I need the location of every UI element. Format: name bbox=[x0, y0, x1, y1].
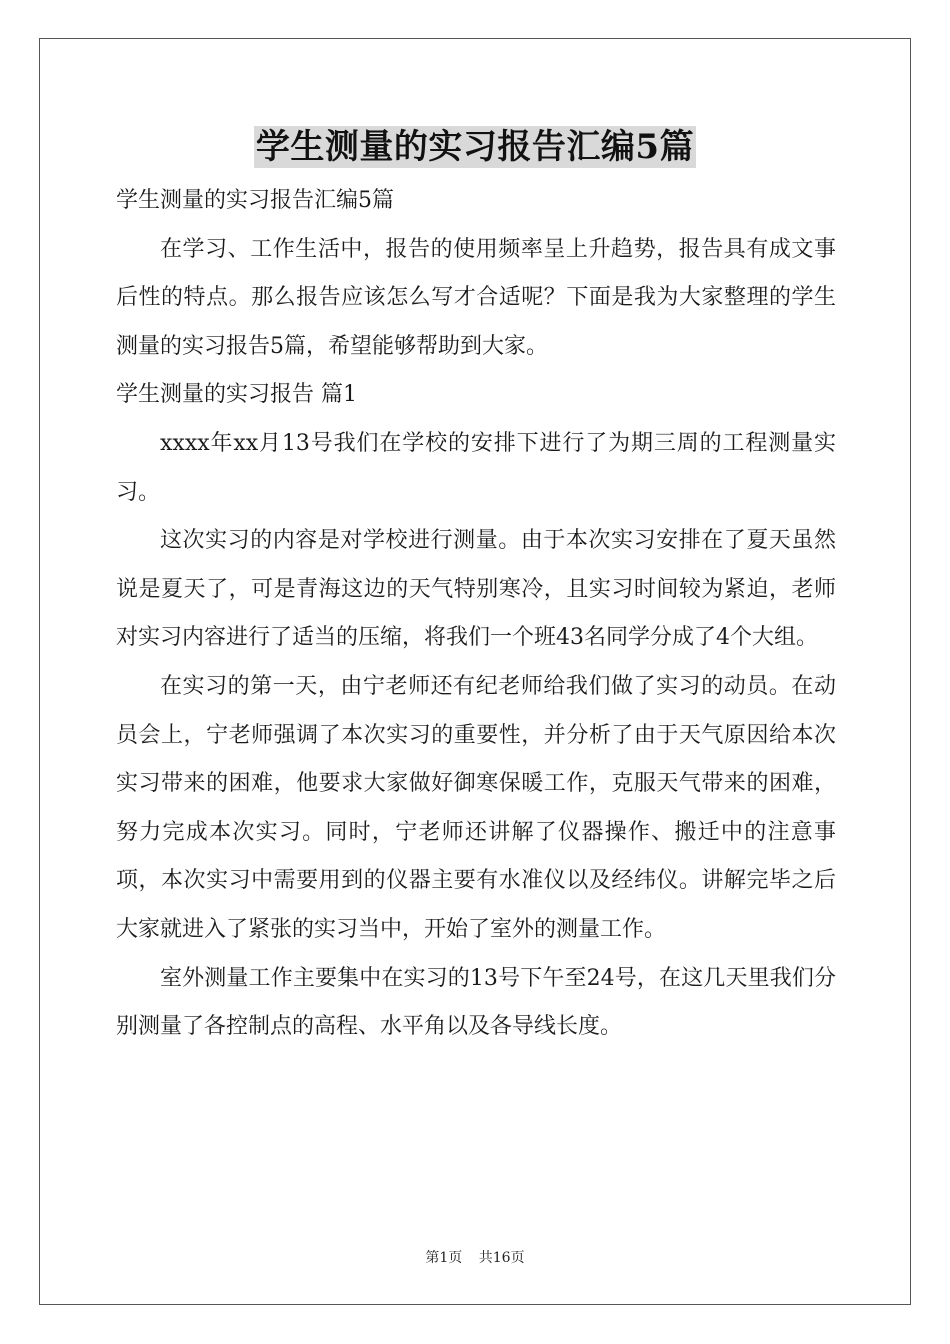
document-body bbox=[116, 177, 836, 1052]
document-subtitle: 学生测量的实习报告汇编5篇 bbox=[116, 188, 394, 213]
body-paragraph-2: 这次实习的内容是对学校进行测量。由于本次实习安排在了夏天虽然说是夏天了，可是青海这边的天气特别寒冷，且实习时间较为紧迫，老师对实习内容进行了适当的压缩，将我们一个班43名同学分成了4个大组。 bbox=[116, 528, 836, 651]
section-heading: 学生测量的实习报告 篇1 bbox=[116, 382, 357, 408]
intro-paragraph: 在学习、工作生活中，报告的使用频率呈上升趋势，报告具有成文事后性的特点。那么报告应该怎么写才合适呢？下面是我为大家整理的学生测量的实习报告5篇，希望能够帮助到大家。 bbox=[116, 236, 836, 359]
body-paragraph-1: xxxx年xx月13号我们在学校的安排下进行了为期三周的工程测量实习。 bbox=[116, 430, 836, 505]
page-footer bbox=[0, 1247, 950, 1267]
title-area bbox=[0, 126, 950, 168]
document-title: 学生测量的实习报告汇编5篇 bbox=[255, 127, 695, 167]
page-number: 第1页 bbox=[425, 1250, 463, 1266]
body-paragraph-3: 在实习的第一天，由宁老师还有纪老师给我们做了实习的动员。在动员会上，宁老师强调了本次实习的重要性，并分析了由于天气原因给本次实习带来的困难，他要求大家做好御寒保暖工作，克服天气带来的困难，努力完成本次实习。同时，宁老师还讲解了仪器操作、搬迁中的注意事项，本次实习中需要用到的仪器主要有水准仪以及经纬仪。讲解完毕之后大家就进入了紧张的实习当中，开始了室外的测量工作。 bbox=[116, 673, 836, 942]
body-paragraph-4: 室外测量工作主要集中在实习的13号下午至24号，在这几天里我们分别测量了各控制点的高程、水平角以及各导线长度。 bbox=[116, 965, 836, 1040]
total-pages: 共16页 bbox=[478, 1250, 525, 1266]
